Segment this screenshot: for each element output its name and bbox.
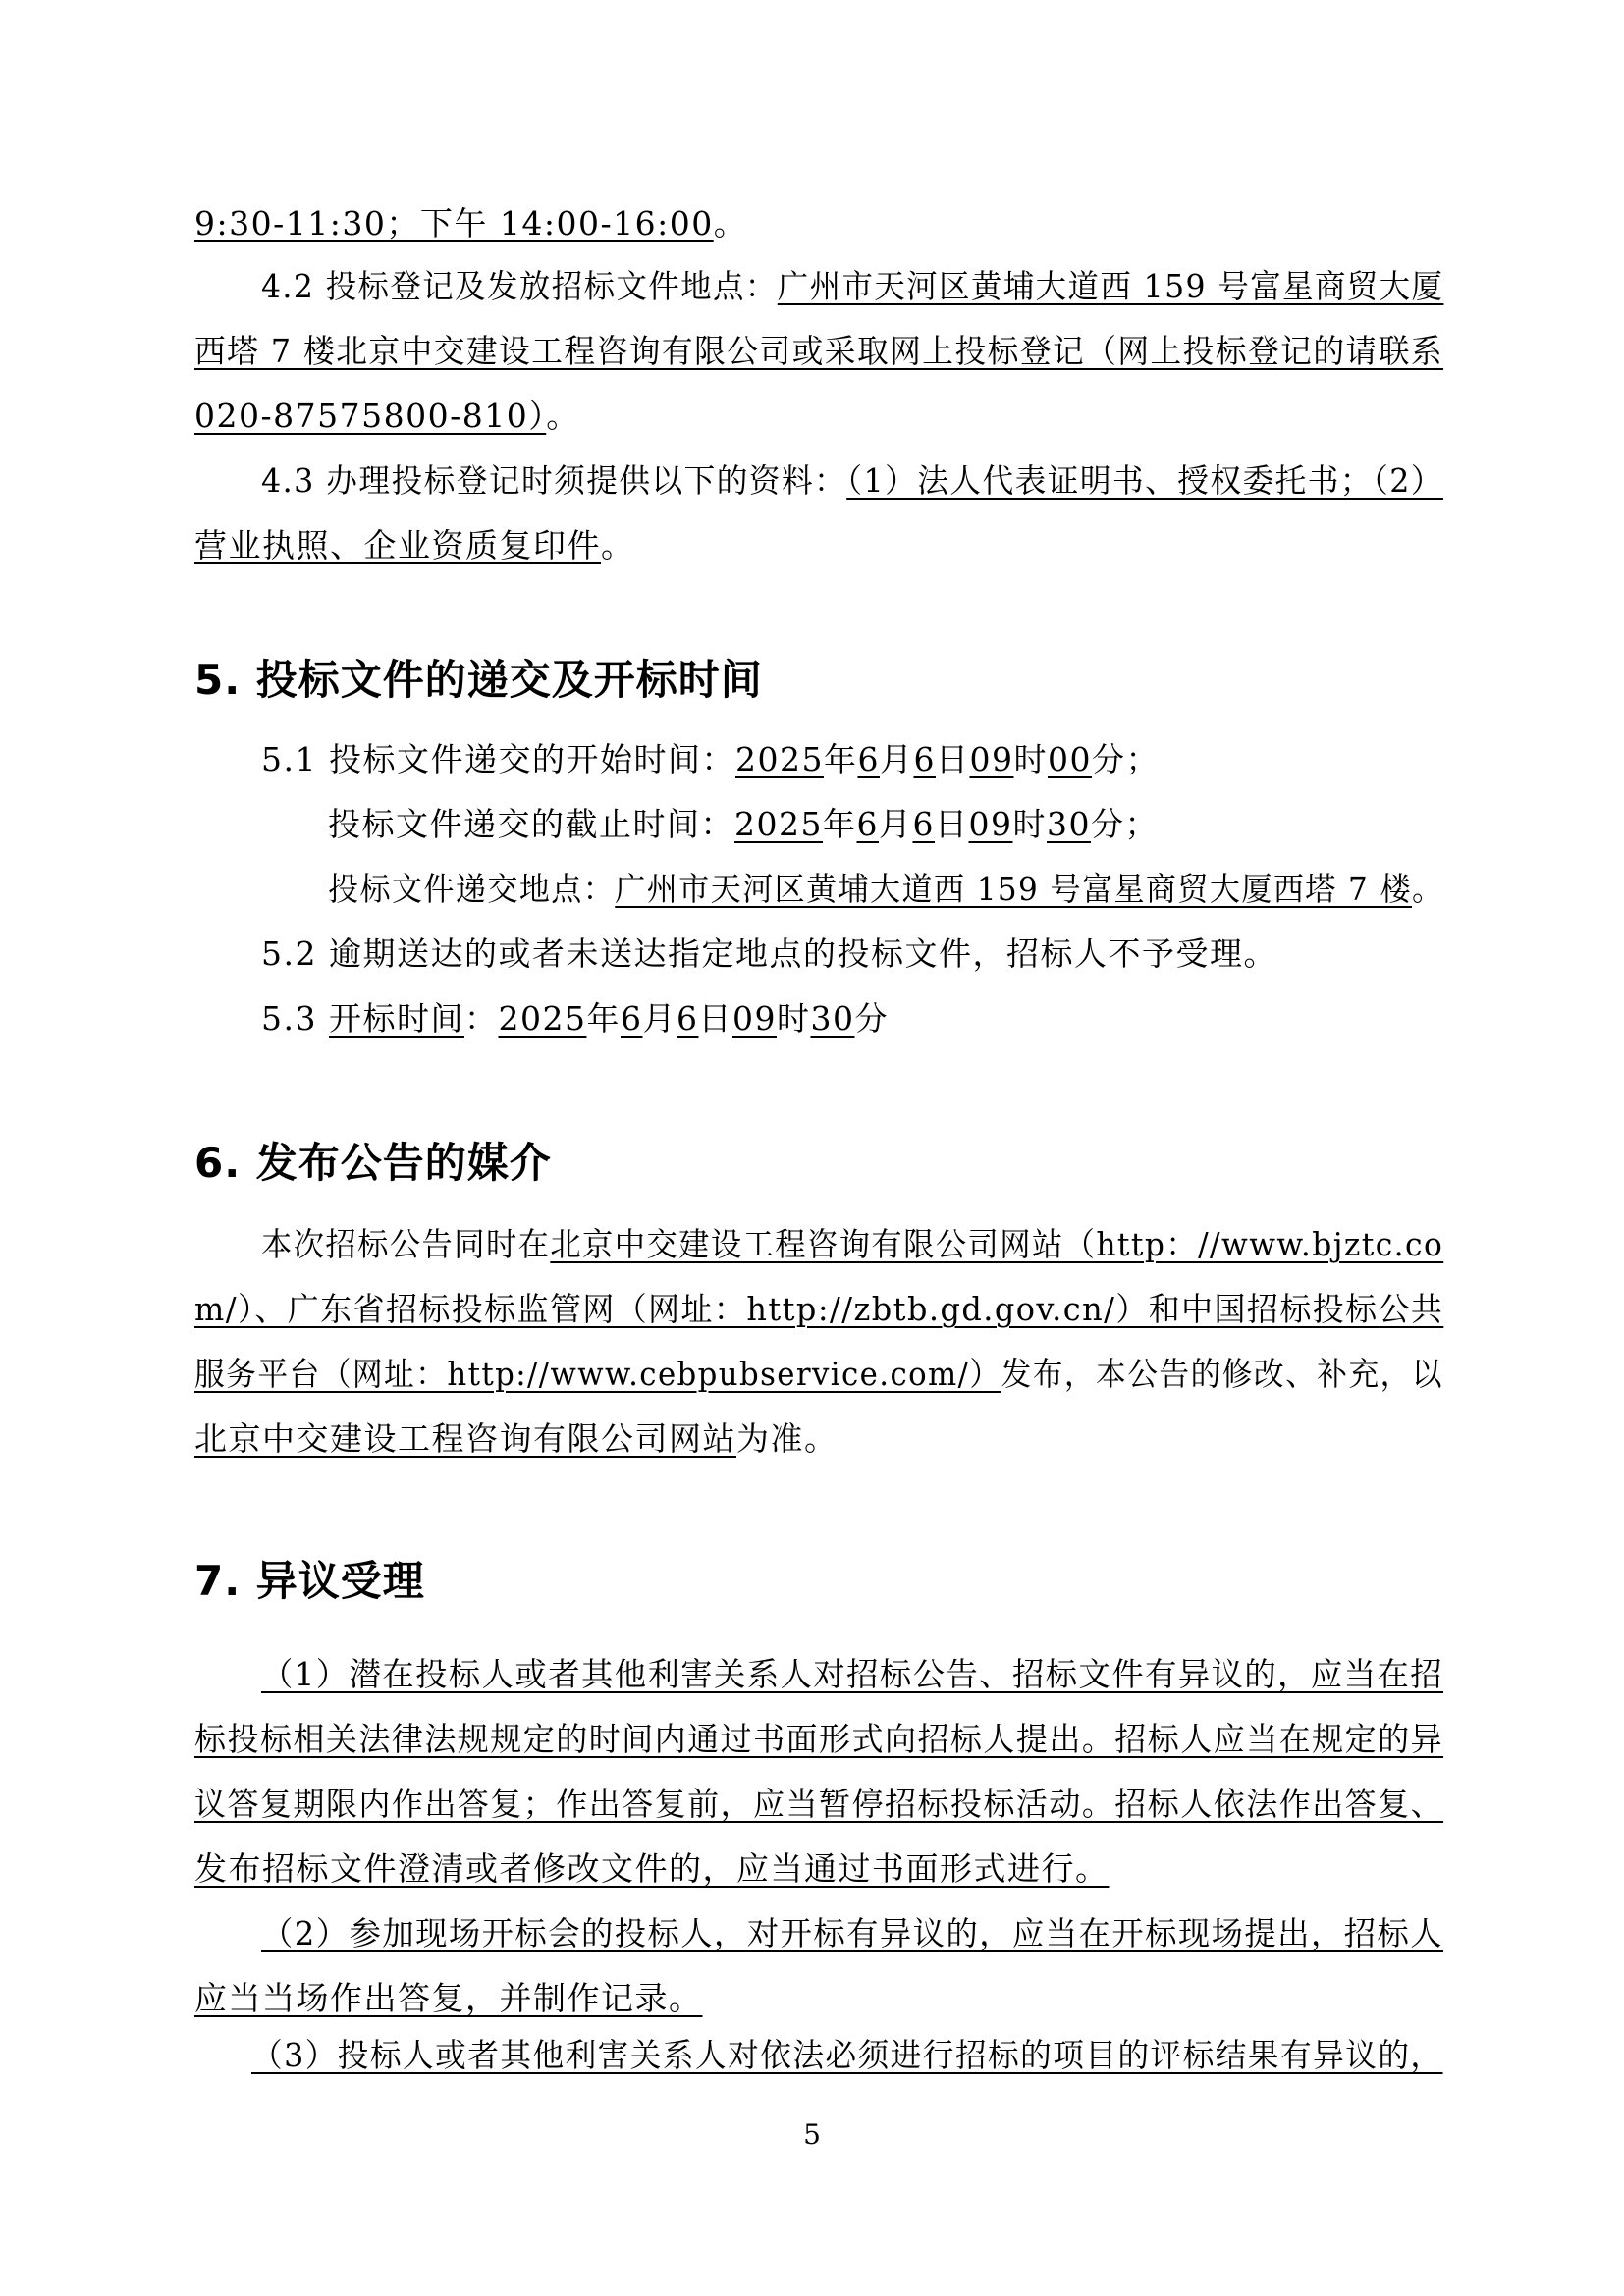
objection-para-1-line-2: 标投标相关法律法规规定的时间内通过书面形式向招标人提出。招标人应当在规定的异 — [194, 1720, 1444, 1758]
section-5-heading: 5. 投标文件的递交及开标时间 — [194, 656, 763, 704]
page-number: 5 — [803, 2118, 821, 2151]
office-hours: 9:30-11:30；下午 14:00-16:00 — [194, 204, 714, 242]
objection-para-1-line-4: 发布招标文件澄清或者修改文件的，应当通过书面形式进行。 — [194, 1849, 1110, 1888]
section-7-heading: 7. 异议受理 — [194, 1557, 425, 1605]
objection-para-3-line-1: （3）投标人或者其他利害关系人对依法必须进行招标的项目的评标结果有异议的， — [251, 2036, 1443, 2074]
media-line-2 — [194, 1290, 1443, 1329]
registration-address: 广州市天河区黄埔大道西 159 号富星商贸大厦 — [777, 267, 1444, 305]
item-4-2-line-3: 020-87575800-810）。 — [194, 397, 580, 435]
objection-para-2-line-2: 应当当场作出答复，并制作记录。 — [194, 1979, 703, 2017]
bjztc-website-link[interactable]: 北京中交建设工程咨询有限公司网站（http：//www.bjztc.co — [550, 1225, 1444, 1263]
required-materials: （1）法人代表证明书、授权委托书；（2） — [846, 461, 1443, 500]
media-line-3: 服务平台（网址：http://www.cebpubservice.com/）发布，本公告的修改、补充，以 — [194, 1355, 1443, 1393]
section-6-heading: 6. 发布公告的媒介 — [194, 1139, 552, 1187]
gd-bidding-website-link[interactable]: m/）、广东省招标投标监管网（网址：http://zbtb.gd.gov.cn/）和中国招标投标公共 — [194, 1290, 1444, 1328]
authoritative-website: 北京中交建设工程咨询有限公司网站 — [194, 1419, 736, 1458]
objection-para-2-line-1: （2）参加现场开标会的投标人，对开标有异议的，应当在开标现场提出，招标人 — [261, 1914, 1444, 1952]
submission-deadline: 投标文件递交的截止时间：2025年6月6日09时30分； — [328, 805, 1159, 843]
media-line-4: 北京中交建设工程咨询有限公司网站为准。 — [194, 1419, 839, 1458]
registration-phone: 020-87575800-810） — [194, 397, 547, 435]
item-4-2-line-1: 4.2 投标登记及发放招标文件地点：广州市天河区黄埔大道西 159 号富星商贸大厦 — [261, 267, 1444, 305]
cebpubservice-website-link[interactable]: 服务平台（网址：http://www.cebpubservice.com/） — [194, 1355, 1001, 1393]
submission-start-time: 5.1 投标文件递交的开始时间：2025年6月6日09时00分； — [261, 740, 1160, 778]
item-5-2: 5.2 逾期送达的或者未送达指定地点的投标文件，招标人不予受理。 — [261, 934, 1277, 973]
office-hours-line: 9:30-11:30；下午 14:00-16:00。 — [194, 204, 748, 242]
media-line-1: 本次招标公告同时在北京中交建设工程咨询有限公司网站（http：//www.bjztc.co — [261, 1225, 1444, 1263]
item-4-3-line-2: 营业执照、企业资质复印件。 — [194, 526, 635, 564]
objection-para-1-line-1: （1）潜在投标人或者其他利害关系人对招标公告、招标文件有异议的，应当在招 — [261, 1655, 1444, 1693]
objection-para-1-line-3: 议答复期限内作出答复；作出答复前，应当暂停招标投标活动。招标人依法作出答复、 — [194, 1785, 1444, 1823]
submission-place: 投标文件递交地点：广州市天河区黄埔大道西 159 号富星商贸大厦西塔 7 楼。 — [328, 870, 1444, 908]
item-4-2-line-2: 西塔 7 楼北京中交建设工程咨询有限公司或采取网上投标登记（网上投标登记的请联系 — [194, 332, 1444, 370]
item-4-3-line-1: 4.3 办理投标登记时须提供以下的资料：（1）法人代表证明书、授权委托书；（2） — [261, 461, 1443, 500]
bid-opening-time: 5.3 开标时间：2025年6月6日09时30分 — [261, 999, 889, 1038]
